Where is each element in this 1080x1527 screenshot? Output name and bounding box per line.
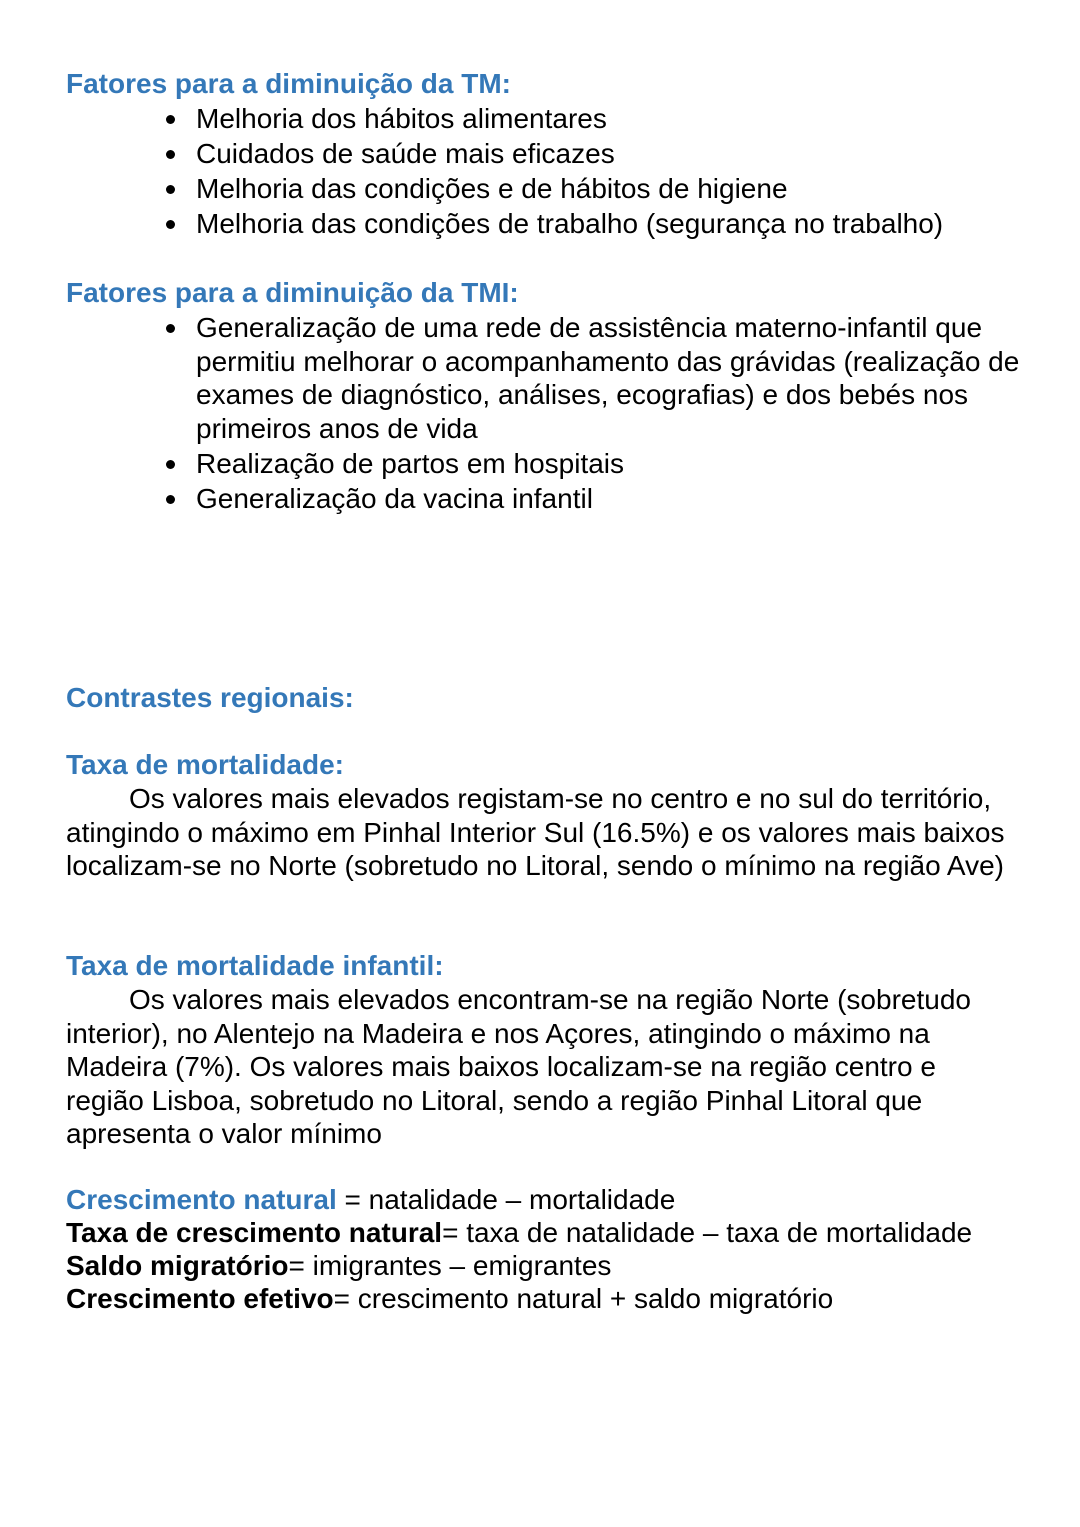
- formula-term: Saldo migratório: [66, 1250, 289, 1281]
- list-item: Generalização da vacina infantil: [160, 482, 1020, 516]
- tmi-factors-heading: Fatores para a diminuição da TMI:: [66, 277, 519, 308]
- formula-definition: = crescimento natural + saldo migratório: [333, 1283, 834, 1314]
- list-item: Melhoria das condições e de hábitos de higiene: [160, 172, 1020, 206]
- list-item: Melhoria das condições de trabalho (segurança no trabalho): [160, 207, 1020, 241]
- formula-definition: = taxa de natalidade – taxa de mortalidade: [442, 1217, 973, 1248]
- infant-mortality-paragraph: Os valores mais elevados encontram-se na região Norte (sobretudo interior), no Alentejo na Madeira e nos Açores, atingindo o máximo na Madeira (7%). Os valores mais baixos localizam-se na região centro e região Lisboa, sobretudo no Litoral, sendo a região Pinhal Litoral que apresenta o valor mínimo: [66, 984, 971, 1149]
- tmi-factors-list: [160, 311, 1020, 517]
- list-item: Generalização de uma rede de assistência materno-infantil que permitiu melhorar o acompanhamento das grávidas (realização de exames de diagnóstico, análises, ecografias) e dos bebés nos primeiros anos de vida: [160, 311, 1020, 445]
- natural-growth-rate-formula: [66, 1216, 1046, 1250]
- mortality-paragraph: Os valores mais elevados registam-se no centro e no sul do território, atingindo o máximo em Pinhal Interior Sul (16.5%) e os valores mais baixos localizam-se no Norte (sobretudo no Litoral, sendo o mínimo na região Ave): [66, 783, 1005, 881]
- formula-term: Taxa de crescimento natural: [66, 1217, 443, 1248]
- infant-mortality-heading: Taxa de mortalidade infantil:: [66, 950, 444, 981]
- formula-definition: = imigrantes – emigrantes: [288, 1250, 612, 1281]
- list-item: Realização de partos em hospitais: [160, 447, 1020, 481]
- tm-factors-list: [160, 102, 1020, 242]
- formula-term: Crescimento efetivo: [66, 1283, 334, 1314]
- list-item: Melhoria dos hábitos alimentares: [160, 102, 1020, 136]
- mortality-heading: Taxa de mortalidade:: [66, 749, 345, 780]
- formula-definition: = natalidade – mortalidade: [336, 1184, 676, 1215]
- effective-growth-formula: [66, 1282, 1046, 1316]
- regional-contrasts-heading: Contrastes regionais:: [66, 682, 354, 713]
- natural-growth-formula: [66, 1183, 1046, 1217]
- migration-balance-formula: [66, 1249, 1046, 1283]
- list-item: Cuidados de saúde mais eficazes: [160, 137, 1020, 171]
- formula-term: Crescimento natural: [66, 1184, 337, 1215]
- tm-factors-heading: Fatores para a diminuição da TM:: [66, 68, 511, 99]
